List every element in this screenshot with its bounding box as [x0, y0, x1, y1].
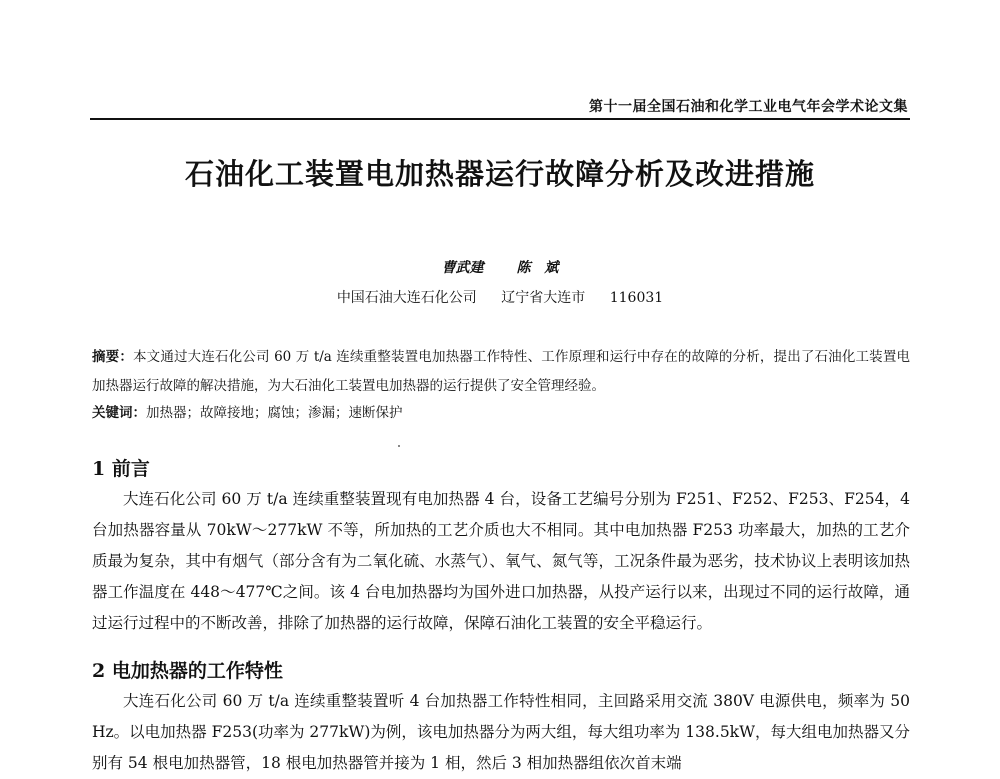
abstract-label: 摘要：: [92, 349, 133, 365]
section-paragraph: 大连石化公司 60 万 t/a 连续重整装置听 4 台加热器工作特性相同，主回路采用交流 380V 电源供电，频率为 50 Hz。以电加热器 F253(功率为 277kW)为例，该电加热器分为两大组，每大组功率为 138.5kW，每大组电加热器又分别有 54 根电加热器管，18 根电加热器管并接为 1 相，然后 3 相加热器组依次首末端: [92, 692, 911, 772]
abstract-text: 本文通过大连石化公司 60 万 t/a 连续重整装置电加热器工作特性、工作原理和运行中存在的故障的分析，提出了石油化工装置电加热器运行故障的解决措施，为大石油化工装置电加热器的运行提供了安全管理经验。: [92, 349, 910, 394]
abstract: [92, 343, 910, 401]
author-name: 陈 斌: [516, 260, 559, 276]
running-header: 第十一届全国石油和化学工业电气年会学术论文集: [589, 99, 908, 115]
section-heading: 2 电加热器的工作特性: [92, 660, 283, 682]
affiliation-org: 中国石油大连石化公司: [336, 290, 477, 306]
scan-speck: [398, 445, 400, 447]
section-paragraph: 大连石化公司 60 万 t/a 连续重整装置现有电加热器 4 台，设备工艺编号分别为 F251、F252、F253、F254，4 台加热器容量从 70kW～277kW 不等，所加热的工艺介质也大不相同。其中电加热器 F253 功率最大，加热的工艺介质最为复杂，其中有烟气（部分含有为二氧化硫、水蒸气）、氧气、氮气等，工况条件最为恶劣，技术协议上表明该加热器工作温度在 448～477℃之间。该 4 台电加热器均为国外进口加热器，从投产运行以来，出现过不同的运行故障，通过运行过程中的不断改善，排除了加热器的运行故障，保障石油化工装置的安全平稳运行。: [92, 490, 910, 632]
affiliation-postcode: 116031: [609, 290, 664, 306]
section-heading: 1 前言: [92, 458, 150, 480]
affiliation: [90, 287, 910, 307]
paper-title: 石油化工装置电加热器运行故障分析及改进措施: [184, 157, 815, 191]
keywords-text: 加热器；故障接地；腐蚀；渗漏；速断保护: [146, 405, 403, 421]
keywords: [92, 399, 910, 428]
author-list: [90, 257, 910, 277]
keywords-label: 关键词：: [92, 405, 146, 421]
header-rule: [90, 118, 910, 120]
affiliation-place: 辽宁省大连市: [501, 290, 586, 306]
author-name: 曹武建: [441, 260, 484, 276]
